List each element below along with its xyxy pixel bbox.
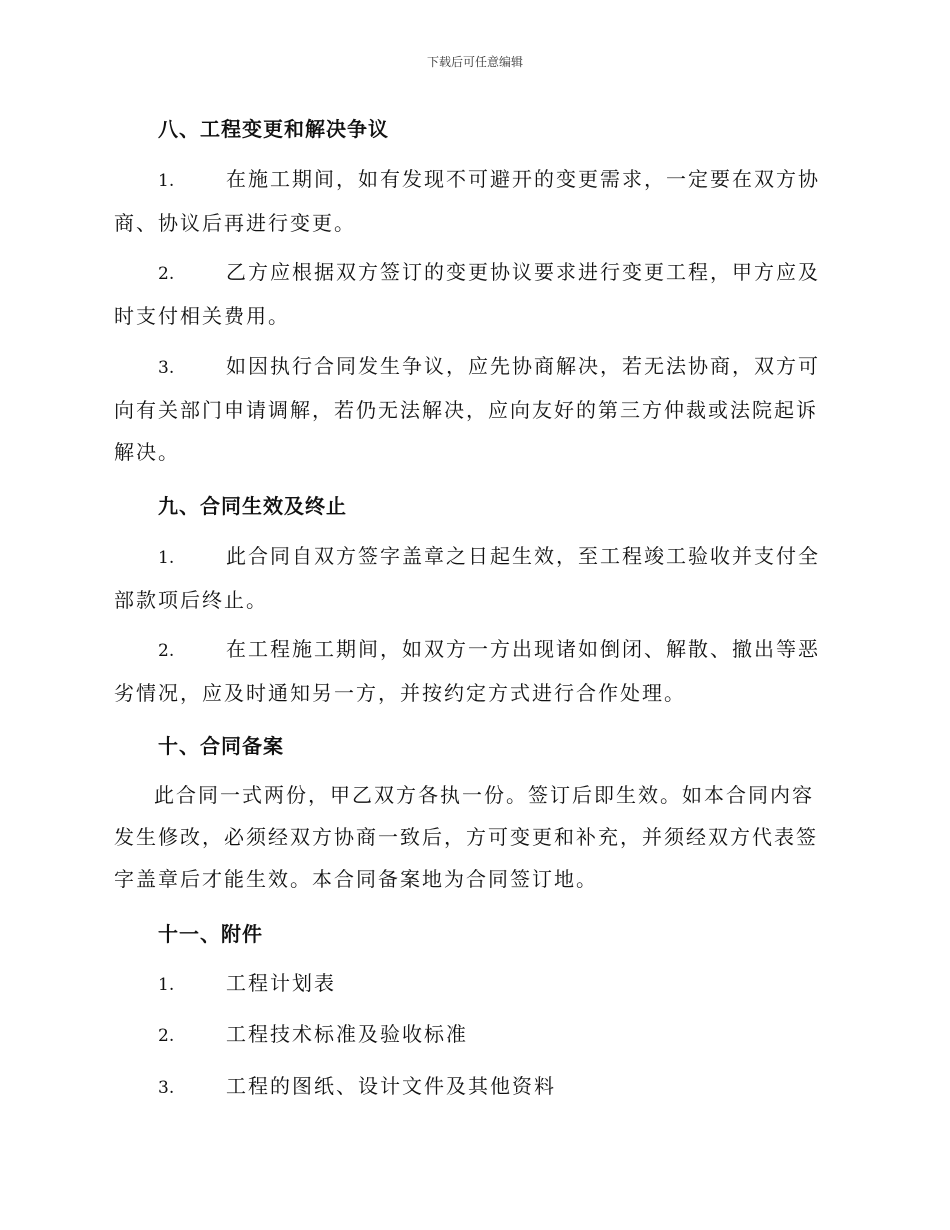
item-text: 如因执行合同发生争议，应先协商解决，若无法协商，双方可向有关部门申请调解，若仍无法解决，应向友好的第三方仲裁或法院起诉解决。 — [114, 354, 820, 464]
section-11-title: 十一、附件 — [158, 922, 263, 946]
item-text: 工程的图纸、设计文件及其他资料 — [226, 1074, 556, 1098]
item-number: 3. — [158, 1078, 175, 1098]
section-11-item-1 — [114, 962, 834, 1006]
section-8-item-1 — [114, 158, 834, 244]
item-number: 1. — [158, 548, 175, 568]
page-header: 下载后可任意编辑 — [426, 55, 523, 69]
item-number: 3. — [158, 358, 175, 378]
item-text: 乙方应根据双方签订的变更协议要求进行变更工程，甲方应及时支付相关费用。 — [114, 260, 820, 328]
section-8-title: 八、工程变更和解决争议 — [158, 117, 389, 141]
item-number: 1. — [158, 975, 175, 995]
section-11-item-3 — [114, 1065, 834, 1109]
section-8-item-3 — [114, 345, 834, 473]
section-10-paragraph: 此合同一式两份，甲乙双方各执一份。签订后即生效。如本合同内容发生修改，必须经双方协商一致后，方可变更和补充，并须经双方代表签字盖章后才能生效。本合同备案地为合同签订地。 — [114, 783, 818, 891]
section-8-item-2 — [114, 251, 834, 337]
section-10-title: 十、合同备案 — [158, 734, 284, 758]
section-9-item-2 — [114, 628, 834, 714]
item-number: 2. — [158, 264, 175, 284]
section-11-item-2 — [114, 1013, 834, 1057]
item-number: 1. — [158, 171, 175, 191]
item-number: 2. — [158, 641, 175, 661]
item-text: 此合同自双方签字盖章之日起生效，至工程竣工验收并支付全部款项后终止。 — [114, 544, 820, 612]
item-text: 在施工期间，如有发现不可避开的变更需求，一定要在双方协商、协议后再进行变更。 — [114, 167, 820, 235]
item-text: 工程技术标准及验收标准 — [226, 1022, 468, 1046]
section-9-title: 九、合同生效及终止 — [158, 494, 347, 518]
item-text: 在工程施工期间，如双方一方出现诸如倒闭、解散、撤出等恶劣情况，应及时通知另一方，并按约定方式进行合作处理。 — [114, 637, 820, 705]
section-9-item-1 — [114, 535, 834, 621]
item-text: 工程计划表 — [226, 971, 336, 995]
item-number: 2. — [158, 1026, 175, 1046]
